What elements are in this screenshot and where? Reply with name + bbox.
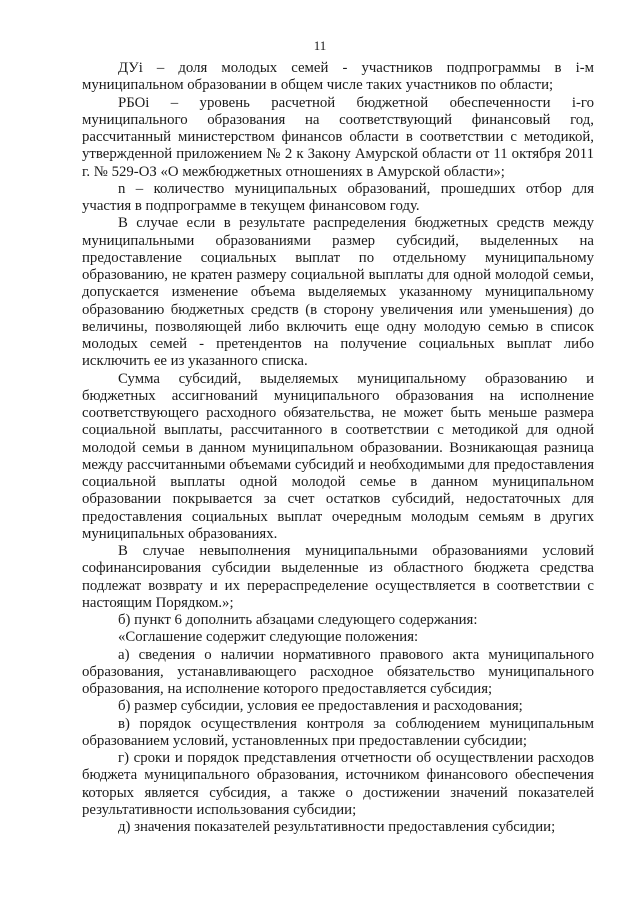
paragraph-rbo-definition: РБОi – уровень расчетной бюджетной обеспеченности i-го муниципального образования на соответствующий финансовый год, рассчитанный министерством финансов области в соответствии с методикой, утвержденной приложением № 2 к Закону Амурской области от 11 октября 2011 г. № 529-ОЗ «О межбюджетных отношениях в Амурской области»; [82, 94, 594, 180]
page-number: 11 [313, 38, 327, 53]
paragraph-item-a: а) сведения о наличии нормативного правового акта муниципального образования, устанавливающего расходное обязательство муниципального образования, на исполнение которого предоставляется субсидия; [82, 646, 594, 697]
paragraph-subsidy-sum: Сумма субсидий, выделяемых муниципальному образованию и бюджетных ассигнований муниципального образования на исполнение соответствующего расходного обязательства, не может быть меньше размера социальной выплаты, рассчитанного в соответствии с методикой для одной молодой семьи в данном муниципальном образовании. Возникающая разница между рассчитанными объемами субсидий и необходимыми для предоставления социальной выплаты одной молодой семье в данном муниципальном образовании покрывается за счет остатков субсидий, недостаточных для предоставления социальных выплат очередным молодым семьям в других муниципальных образованиях. [82, 370, 594, 542]
paragraph-item-d: д) значения показателей результативности предоставления субсидии; [118, 819, 556, 835]
paragraph-n-definition: n – количество муниципальных образований, прошедших отбор для участия в подпрограмме в текущем финансовом году. [82, 180, 594, 214]
paragraph-item-v: в) порядок осуществления контроля за соблюдением муниципальным образованием условий, установленных при предоставлении субсидии; [82, 715, 594, 749]
paragraph-item-b: б) размер субсидии, условия ее предоставления и расходования; [118, 698, 523, 715]
paragraph-item-b-point-6: б) пункт 6 дополнить абзацами следующего содержания: [118, 612, 478, 628]
paragraph-agreement-intro: «Соглашение содержит следующие положения: [118, 629, 419, 646]
paragraph-du-definition: ДУi – доля молодых семей - участников подпрограммы в i-м муниципальном образовании в общем числе таких участников по области; [82, 60, 594, 94]
paragraph-item-g: г) сроки и порядок представления отчетности об осуществлении расходов бюджета муниципального образования, источником финансового обеспечения которых является субсидия, а также о достижении значений показателей результативности использования субсидии; [82, 750, 594, 818]
paragraph-distribution-rule: В случае если в результате распределения бюджетных средств между муниципальными образованиями размер субсидий, выделенных на предоставление социальных выплат по отдельному муниципальному образованию, не кратен размеру социальной выплаты для одной молодой семьи, допускается изменение объема выделяемых указанному муниципальному образованию бюджетных средств (в сторону увеличения или уменьшения) до величины, позволяющей либо включить еще одну молодую семью в список молодых семей - претендентов на получение социальных выплат либо исключить ее из указанного списка. [82, 215, 594, 370]
paragraph-cofinancing-failure: В случае невыполнения муниципальными образованиями условий софинансирования субсидии выделенные из областного бюджета средства подлежат возврату и их перераспределение осуществляется в соответствии с настоящим Порядком.»; [82, 543, 594, 611]
document-body [82, 60, 594, 836]
